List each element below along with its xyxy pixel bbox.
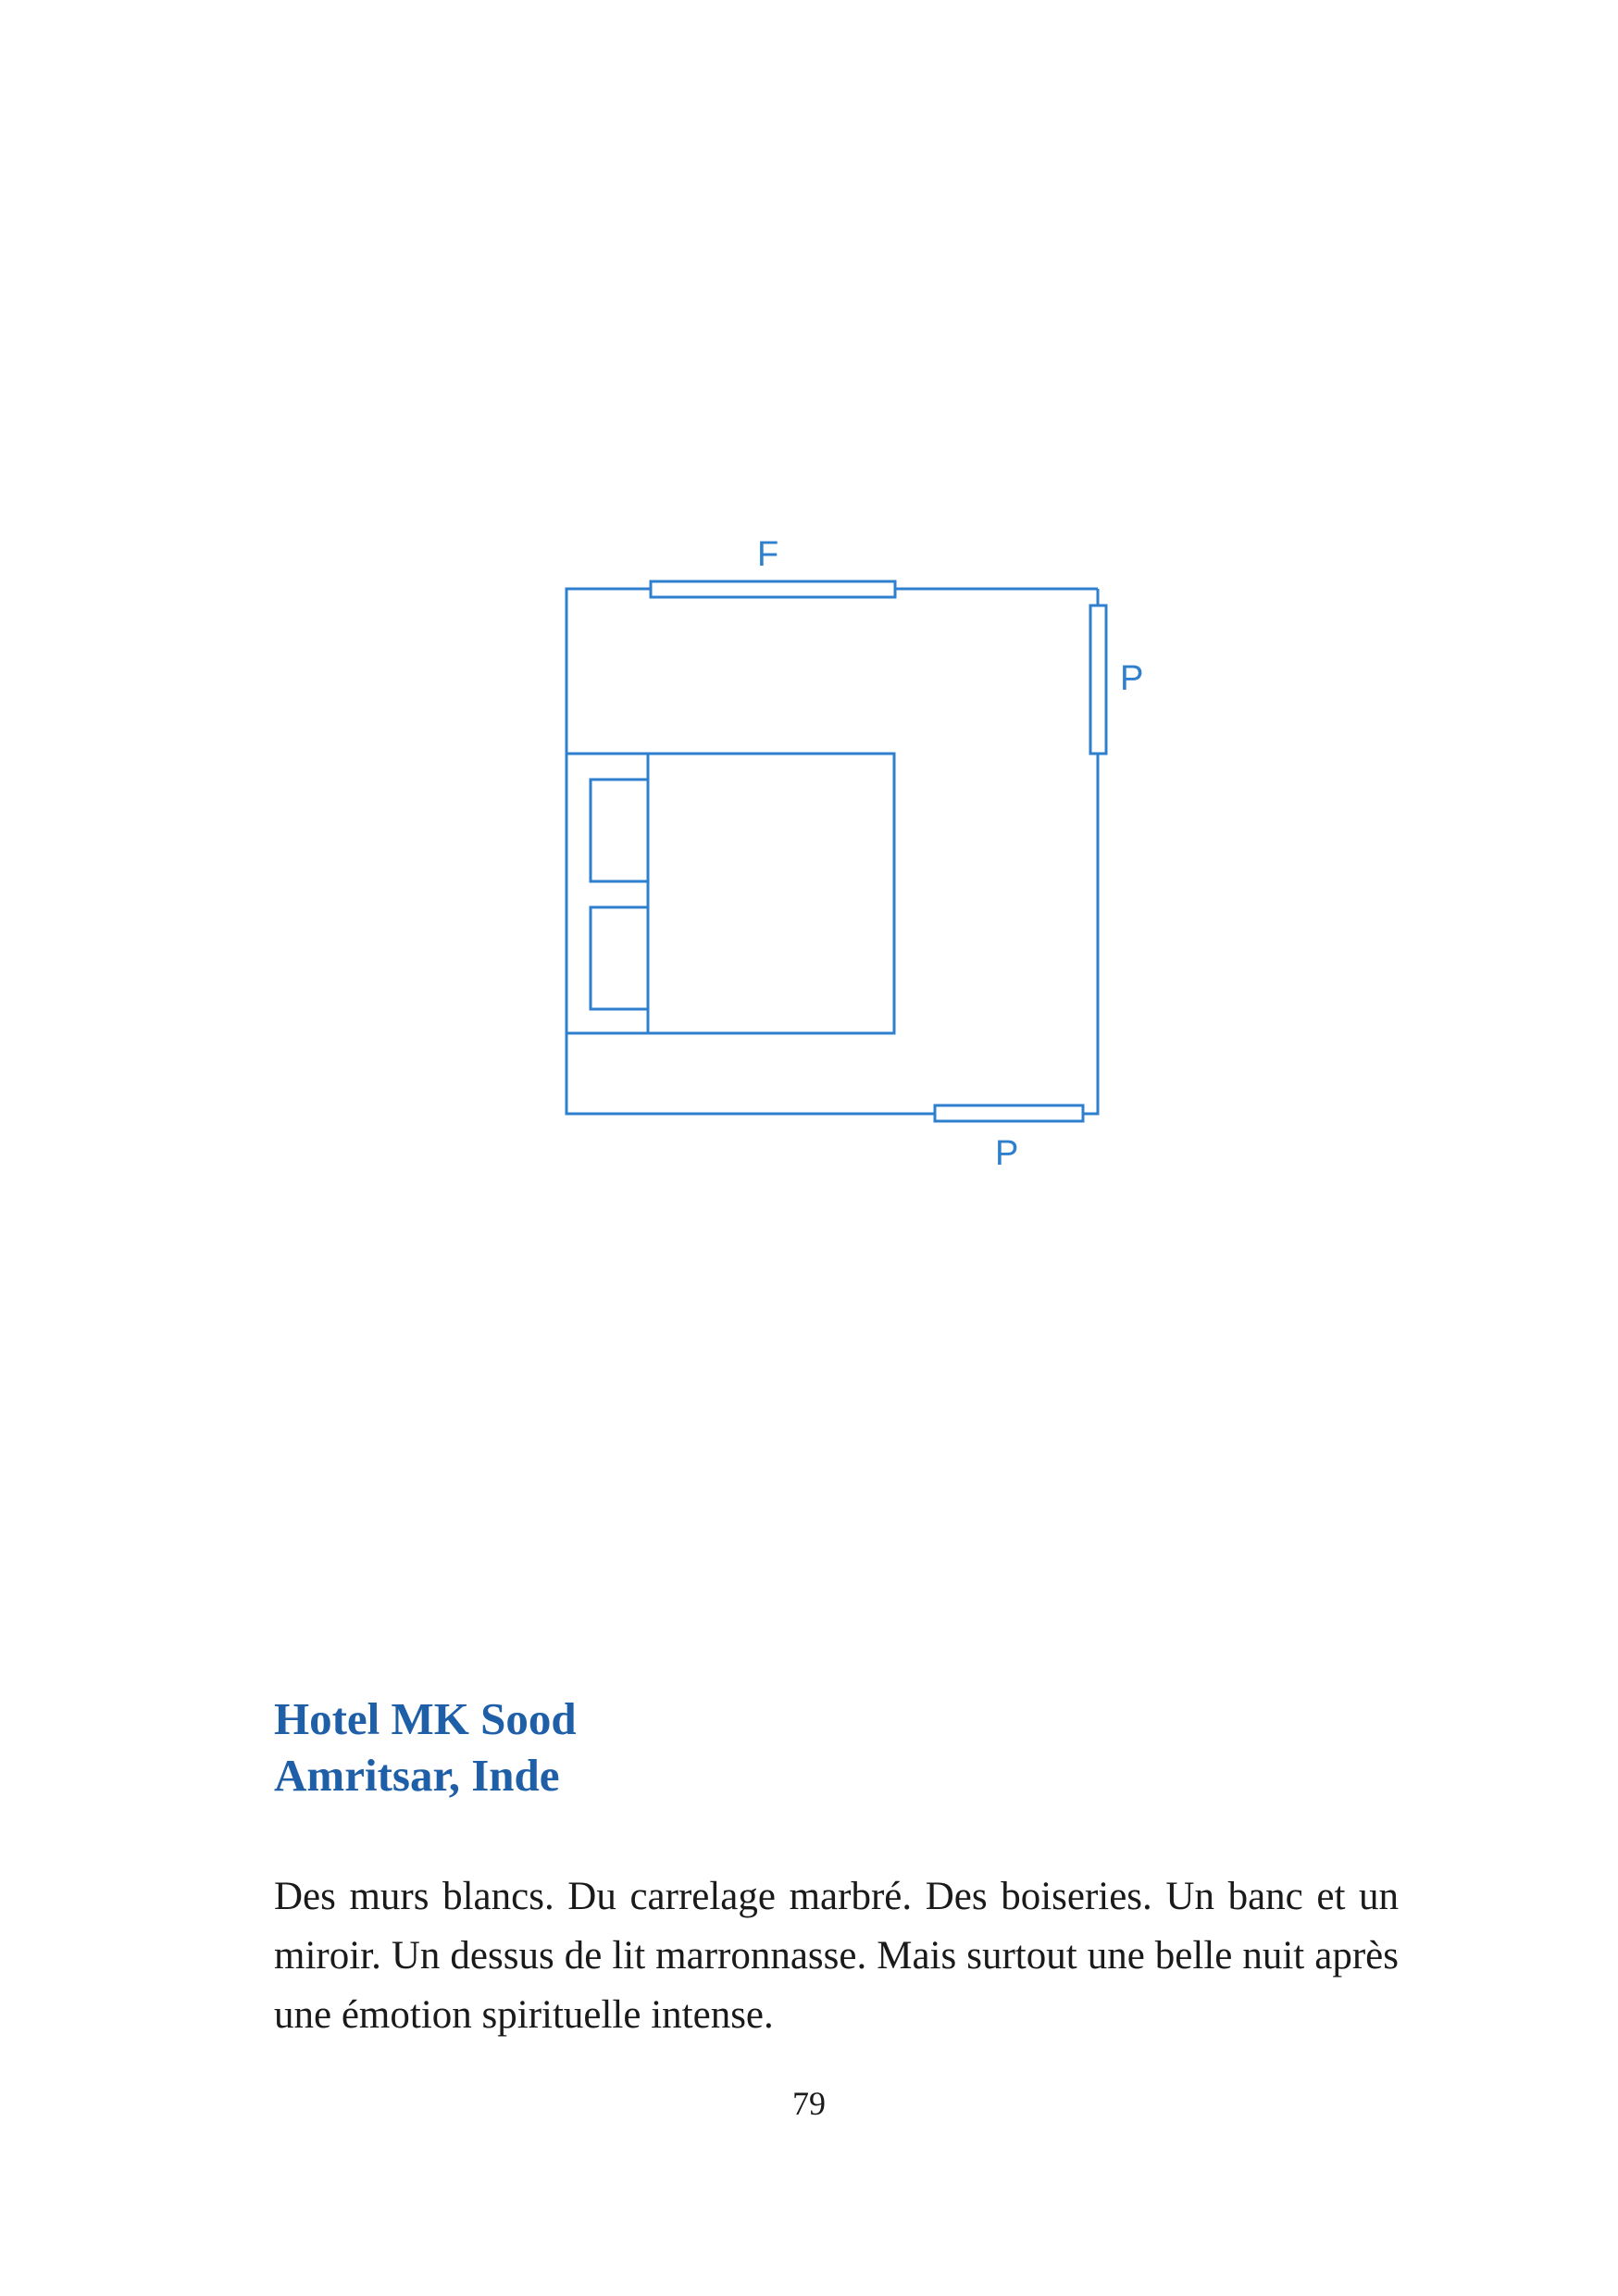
bed <box>566 754 894 1033</box>
room-wall-right-lower <box>1083 754 1098 1114</box>
hotel-location: Amritsar, Inde <box>274 1750 560 1801</box>
window-label: F <box>757 535 779 574</box>
hotel-name: Hotel MK Sood <box>274 1693 577 1744</box>
door-bottom-label: P <box>995 1134 1019 1173</box>
pillow-bottom <box>591 907 648 1009</box>
door-bottom <box>935 1105 1083 1121</box>
door-right-label: P <box>1120 659 1144 698</box>
hotel-title <box>274 1691 1385 1803</box>
page-number: 79 <box>792 2085 826 2122</box>
window-top <box>651 581 895 597</box>
hotel-description: Des murs blancs. Du carrelage marbré. Des boiseries. Un banc et un miroir. Un dessus de lit marronnasse. Mais surtout une belle nuit après une émotion spirituelle intense. <box>274 1875 1399 2037</box>
room-wall-outline <box>566 589 935 1114</box>
pillow-top <box>591 780 648 881</box>
door-right <box>1090 605 1106 754</box>
